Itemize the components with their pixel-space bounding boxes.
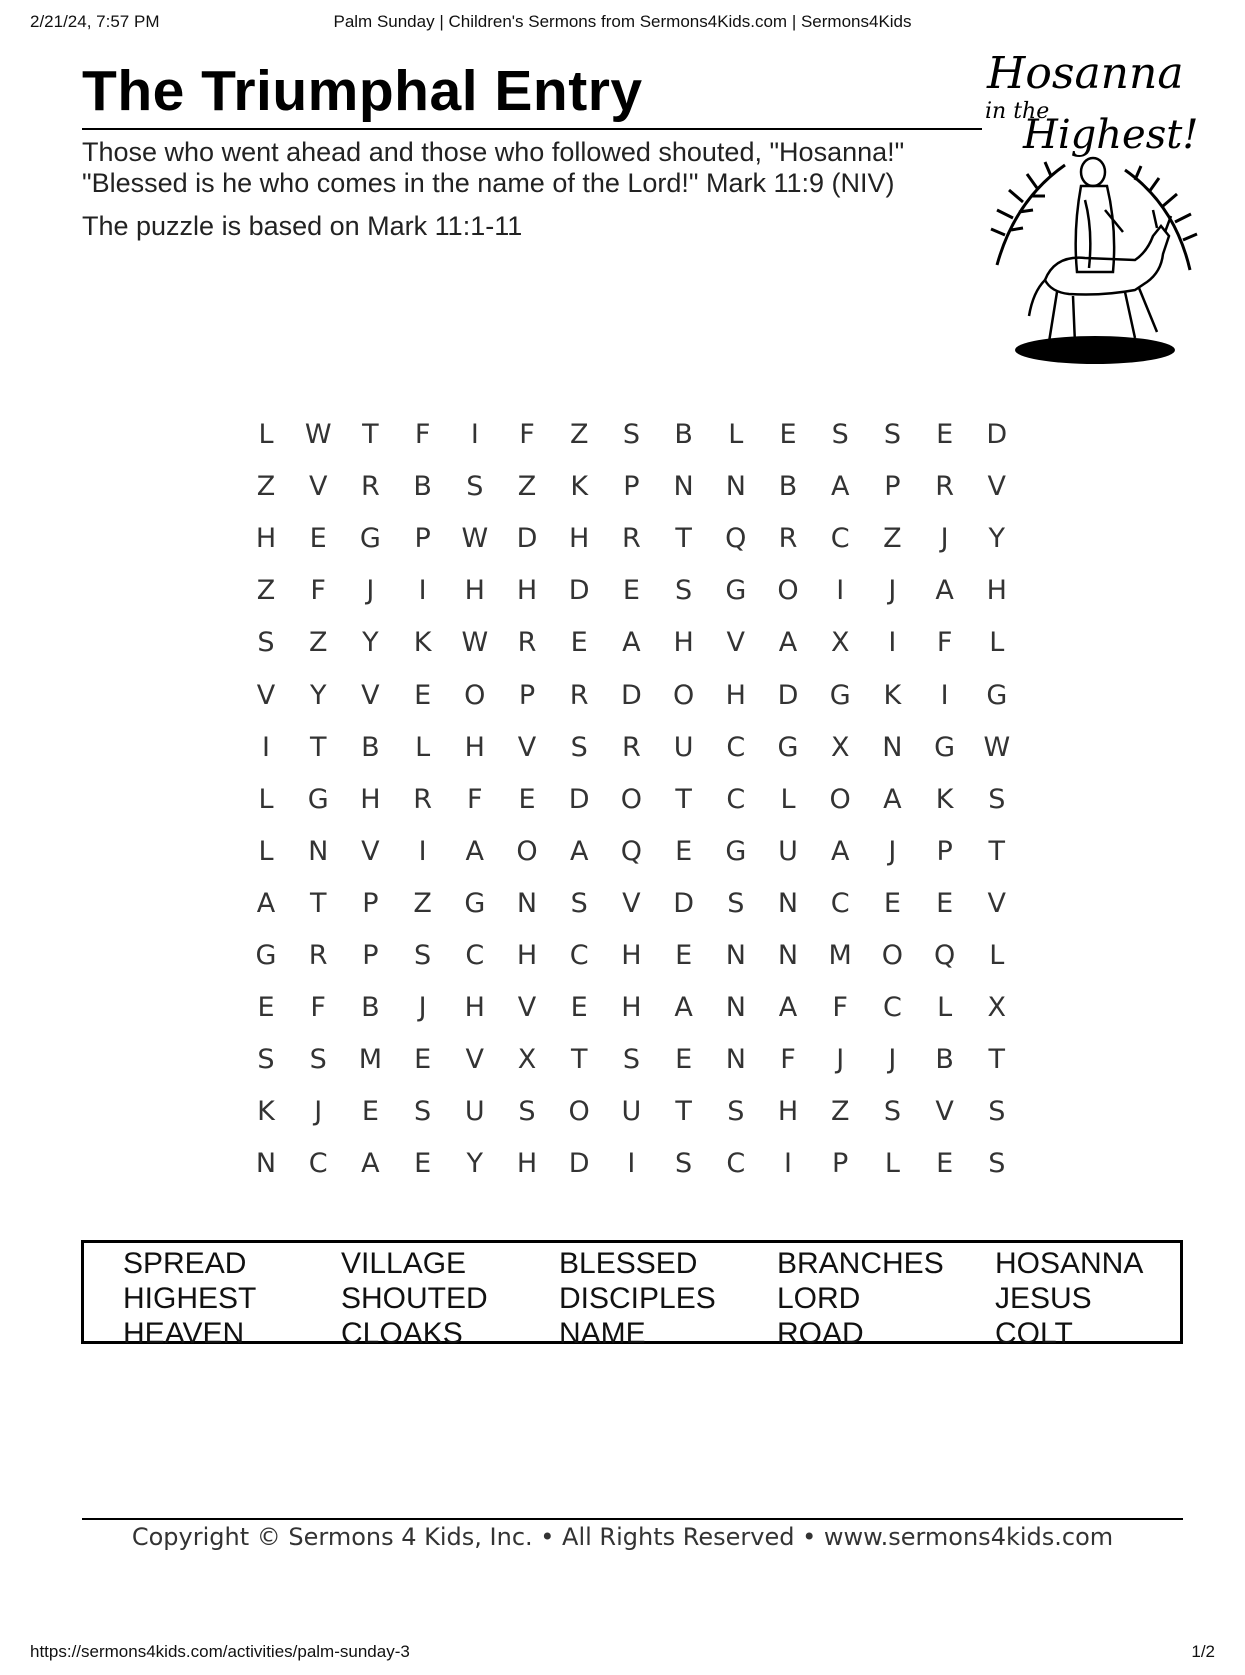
grid-letter: J	[366, 575, 375, 607]
grid-letter: Z	[569, 419, 589, 450]
grid-letter: R	[308, 940, 328, 971]
grid-letter: S	[988, 1148, 1006, 1180]
word-bank-item: JESUS	[995, 1282, 1092, 1315]
grid-letter: G	[464, 887, 486, 919]
grid-letter: S	[675, 1148, 693, 1180]
grid-letter: J	[314, 1096, 323, 1128]
grid-letter: S	[831, 419, 849, 450]
grid-letter: E	[936, 419, 954, 450]
grid-letter: E	[622, 575, 640, 607]
grid-letter: O	[620, 783, 643, 815]
grid-letter: V	[361, 679, 380, 711]
grid-letter: T	[675, 523, 692, 555]
grid-letter: L	[989, 627, 1005, 659]
grid-letter: F	[780, 1044, 796, 1076]
grid-letter: K	[257, 1096, 275, 1128]
grid-letter: P	[623, 471, 640, 503]
grid-letter: R	[413, 783, 432, 815]
grid-letter: G	[986, 679, 1008, 711]
grid-letter: H	[255, 523, 277, 555]
word-bank-item: COLT	[995, 1317, 1073, 1350]
grid-letter: N	[725, 992, 746, 1024]
grid-letter: O	[777, 575, 799, 607]
grid-letter: I	[836, 575, 845, 607]
grid-letter: E	[570, 992, 588, 1024]
word-bank-item: LORD	[777, 1282, 861, 1315]
grid-letter: N	[255, 1148, 277, 1180]
grid-letter: H	[516, 1148, 538, 1180]
grid-letter: A	[883, 783, 902, 815]
svg-text:in the: in the	[985, 99, 1050, 124]
word-bank-item: HEAVEN	[123, 1317, 245, 1350]
grid-letter: E	[361, 1096, 379, 1128]
grid-letter: S	[257, 1044, 275, 1076]
grid-letter: C	[830, 887, 850, 919]
grid-letter: U	[778, 835, 798, 867]
grid-letter: S	[414, 940, 432, 971]
grid-letter: D	[620, 679, 642, 711]
grid-letter: E	[570, 627, 588, 659]
grid-letter: D	[986, 419, 1008, 450]
grid-letter: D	[777, 679, 799, 711]
grid-letter: L	[258, 783, 274, 815]
word-bank-item: DISCIPLES	[559, 1282, 716, 1315]
grid-letter: R	[778, 523, 798, 555]
word-bank-item: NAME	[559, 1317, 646, 1350]
verse-line-1: Those who went ahead and those who followed shouted, "Hosanna!"	[82, 137, 905, 167]
grid-letter: E	[518, 783, 536, 815]
grid-letter: J	[940, 523, 949, 555]
grid-letter: S	[466, 471, 484, 503]
grid-letter: E	[257, 992, 275, 1024]
grid-letter: L	[728, 419, 744, 450]
grid-letter: V	[622, 887, 641, 919]
grid-letter: D	[568, 1148, 590, 1180]
grid-letter: O	[881, 940, 904, 971]
grid-letter: N	[516, 887, 538, 919]
grid-letter: E	[414, 1044, 432, 1076]
word-bank-item: HIGHEST	[123, 1282, 257, 1315]
hosanna-jesus-donkey-illustration	[985, 40, 1205, 380]
grid-letter: C	[465, 940, 485, 971]
grid-letter: N	[308, 835, 329, 867]
grid-letter: B	[361, 992, 380, 1024]
grid-letter: Z	[308, 627, 328, 659]
grid-letter: N	[673, 471, 694, 503]
grid-letter: V	[256, 679, 276, 711]
grid-letter: E	[309, 523, 327, 555]
grid-letter: G	[934, 731, 956, 763]
grid-letter: A	[569, 835, 589, 867]
print-url: https://sermons4kids.com/activities/palm-sunday-3	[30, 1642, 410, 1661]
grid-letter: V	[987, 471, 1007, 503]
grid-letter: A	[830, 835, 850, 867]
svg-text:Highest!: Highest!	[1023, 112, 1199, 158]
word-bank-item: BLESSED	[559, 1247, 698, 1280]
grid-letter: S	[518, 1096, 536, 1128]
grid-letter: D	[568, 783, 590, 815]
grid-letter: A	[778, 627, 798, 659]
grid-letter: G	[725, 575, 747, 607]
grid-letter: K	[935, 783, 954, 815]
grid-letter: L	[415, 731, 431, 763]
grid-letter: F	[414, 419, 431, 450]
grid-letter: H	[725, 679, 746, 711]
grid-letter: I	[418, 575, 427, 607]
grid-letter: H	[464, 731, 485, 763]
grid-letter: H	[516, 940, 538, 971]
grid-letter: S	[622, 419, 640, 450]
grid-letter: U	[464, 1096, 485, 1128]
grid-letter: S	[988, 1096, 1006, 1128]
grid-letter: F	[467, 783, 483, 815]
grid-letter: R	[935, 471, 954, 503]
grid-letter: A	[935, 575, 954, 607]
grid-letter: P	[936, 835, 953, 867]
grid-letter: L	[937, 992, 953, 1024]
grid-letter: K	[413, 627, 432, 659]
grid-letter: G	[725, 835, 747, 867]
grid-letter: P	[518, 679, 536, 711]
grid-letter: H	[464, 992, 485, 1024]
grid-letter: S	[257, 627, 275, 659]
grid-letter: E	[414, 1148, 432, 1180]
word-bank-item: VILLAGE	[341, 1247, 467, 1280]
grid-letter: H	[673, 627, 694, 659]
grid-letter: S	[727, 887, 745, 919]
grid-letter: S	[883, 1096, 901, 1128]
grid-letter: Z	[256, 575, 276, 607]
grid-letter: I	[418, 835, 427, 867]
grid-letter: R	[622, 523, 641, 555]
grid-letter: E	[883, 887, 901, 919]
grid-letter: E	[675, 835, 693, 867]
grid-letter: N	[725, 471, 746, 503]
grid-letter: X	[517, 1044, 537, 1076]
grid-letter: E	[936, 887, 954, 919]
grid-letter: Q	[620, 835, 643, 867]
grid-letter: T	[309, 731, 327, 763]
copyright-divider	[82, 1518, 1183, 1520]
grid-letter: D	[673, 887, 694, 919]
grid-letter: V	[726, 627, 746, 659]
grid-letter: N	[777, 887, 799, 919]
grid-letter: H	[516, 575, 538, 607]
grid-letter: G	[829, 679, 851, 711]
grid-letter: T	[988, 835, 1006, 867]
grid-letter: E	[936, 1148, 954, 1180]
grid-letter: T	[309, 887, 327, 919]
grid-letter: U	[621, 1096, 642, 1128]
grid-letter: L	[258, 835, 274, 867]
grid-letter: V	[308, 471, 328, 503]
grid-letter: S	[570, 731, 588, 763]
grid-letter: S	[414, 1096, 432, 1128]
grid-letter: P	[414, 523, 431, 555]
grid-letter: O	[464, 679, 486, 711]
grid-letter: W	[461, 627, 489, 659]
grid-letter: S	[727, 1096, 745, 1128]
grid-letter: E	[675, 1044, 693, 1076]
grid-letter: X	[830, 627, 850, 659]
grid-letter: R	[361, 471, 380, 503]
grid-letter: C	[882, 992, 902, 1024]
grid-letter: E	[675, 940, 693, 971]
word-bank-item: SPREAD	[123, 1247, 247, 1280]
grid-letter: Z	[517, 471, 537, 503]
grid-letter: Y	[466, 1148, 484, 1180]
grid-letter: B	[674, 419, 693, 450]
grid-letter: G	[777, 731, 799, 763]
grid-letter: M	[828, 940, 852, 971]
grid-letter: G	[359, 523, 381, 555]
grid-letter: I	[470, 419, 479, 450]
grid-letter: I	[262, 731, 270, 763]
grid-letter: O	[516, 835, 538, 867]
word-bank-item: SHOUTED	[341, 1282, 488, 1315]
grid-letter: Z	[413, 887, 432, 919]
grid-letter: W	[304, 419, 332, 450]
verse-line-2: "Blessed is he who comes in the name of the Lord!" Mark 11:9 (NIV)	[82, 168, 895, 198]
grid-letter: R	[569, 679, 589, 711]
grid-letter: B	[935, 1044, 954, 1076]
grid-letter: F	[310, 992, 326, 1024]
grid-letter: Z	[883, 523, 902, 555]
word-bank-item: BRANCHES	[777, 1247, 944, 1280]
grid-letter: T	[675, 1096, 692, 1128]
grid-letter: W	[983, 731, 1011, 763]
grid-letter: S	[988, 783, 1006, 815]
grid-letter: B	[413, 471, 432, 503]
grid-letter: A	[622, 627, 641, 659]
grid-letter: T	[570, 1044, 588, 1076]
grid-letter: E	[779, 419, 797, 450]
grid-letter: R	[622, 731, 641, 763]
grid-letter: H	[464, 575, 485, 607]
grid-letter: H	[621, 992, 642, 1024]
grid-letter: P	[884, 471, 901, 503]
grid-letter: I	[888, 627, 897, 659]
grid-letter: Y	[362, 627, 379, 659]
title-divider	[82, 128, 982, 130]
grid-letter: C	[726, 1148, 746, 1180]
grid-letter: F	[310, 575, 326, 607]
grid-letter: V	[517, 992, 537, 1024]
svg-text:Hosanna: Hosanna	[987, 48, 1184, 99]
grid-letter: Q	[725, 523, 747, 555]
grid-letter: X	[987, 992, 1007, 1024]
grid-letter: C	[308, 1148, 328, 1180]
grid-letter: M	[358, 1044, 383, 1076]
grid-letter: D	[568, 575, 590, 607]
grid-letter: C	[726, 783, 746, 815]
grid-letter: I	[940, 679, 949, 711]
grid-letter: I	[784, 1148, 792, 1180]
grid-letter: S	[622, 1044, 640, 1076]
grid-letter: C	[830, 523, 850, 555]
grid-letter: B	[778, 471, 798, 503]
grid-letter: W	[461, 523, 489, 555]
grid-letter: T	[362, 419, 379, 450]
grid-letter: A	[465, 835, 485, 867]
grid-letter: K	[883, 679, 902, 711]
grid-letter: F	[519, 419, 535, 450]
grid-letter: H	[569, 523, 590, 555]
grid-letter: I	[627, 1148, 636, 1180]
grid-letter: S	[309, 1044, 327, 1076]
grid-letter: B	[361, 731, 380, 763]
grid-letter: N	[725, 940, 746, 971]
worksheet-title: The Triumphal Entry	[82, 59, 643, 123]
copyright-notice: Copyright © Sermons 4 Kids, Inc. • All Rights Reserved • www.sermons4kids.com	[131, 1523, 1114, 1551]
grid-letter: F	[832, 992, 848, 1024]
grid-letter: O	[568, 1096, 590, 1128]
grid-letter: J	[888, 575, 897, 607]
grid-letter: J	[888, 1044, 897, 1076]
grid-letter: H	[777, 1096, 799, 1128]
grid-letter: T	[675, 783, 692, 815]
grid-letter: N	[725, 1044, 746, 1076]
print-date: 2/21/24, 7:57 PM	[30, 12, 160, 31]
grid-letter: F	[936, 627, 953, 659]
grid-letter: J	[888, 835, 897, 867]
grid-letter: L	[989, 940, 1005, 971]
grid-letter: P	[832, 1148, 849, 1180]
grid-letter: Y	[988, 523, 1006, 555]
grid-letter: S	[883, 419, 901, 450]
grid-letter: J	[836, 1044, 845, 1076]
grid-letter: Q	[933, 940, 956, 971]
print-page-title: Palm Sunday | Children's Sermons from Sermons4Kids.com | Sermons4Kids	[333, 12, 912, 31]
grid-letter: P	[362, 940, 379, 971]
grid-letter: S	[570, 887, 588, 919]
grid-letter: A	[674, 992, 693, 1024]
grid-letter: C	[726, 731, 746, 763]
grid-letter: G	[255, 940, 277, 971]
grid-letter: Z	[830, 1096, 850, 1128]
grid-letter: G	[307, 783, 329, 815]
grid-letter: H	[621, 940, 642, 971]
grid-letter: C	[569, 940, 589, 971]
grid-letter: O	[672, 679, 695, 711]
grid-letter: O	[829, 783, 851, 815]
grid-letter: Z	[256, 471, 276, 503]
grid-letter: U	[673, 731, 694, 763]
grid-letter: D	[516, 523, 538, 555]
grid-letter: X	[830, 731, 850, 763]
grid-letter: E	[414, 679, 432, 711]
grid-letter: L	[884, 1148, 900, 1180]
print-page-number: 1/2	[1191, 1642, 1215, 1661]
word-bank	[81, 1240, 1183, 1350]
grid-letter: S	[675, 575, 693, 607]
grid-letter: N	[882, 731, 903, 763]
grid-letter: V	[517, 731, 537, 763]
grid-letter: P	[362, 887, 379, 919]
grid-letter: A	[830, 471, 850, 503]
grid-letter: N	[777, 940, 799, 971]
grid-letter: L	[258, 419, 274, 450]
grid-letter: T	[988, 1044, 1006, 1076]
grid-letter: A	[778, 992, 798, 1024]
word-bank-item: ROAD	[777, 1317, 864, 1350]
grid-letter: V	[987, 887, 1007, 919]
grid-letter: A	[361, 1148, 380, 1180]
grid-letter: V	[935, 1096, 954, 1128]
grid-letter: V	[361, 835, 380, 867]
grid-letter: L	[780, 783, 796, 815]
grid-letter: V	[465, 1044, 485, 1076]
grid-letter: A	[256, 887, 276, 919]
grid-letter: Y	[309, 679, 327, 711]
grid-letter: R	[517, 627, 537, 659]
grid-letter: H	[986, 575, 1007, 607]
grid-letter: H	[360, 783, 381, 815]
word-bank-item: CLOAKS	[341, 1317, 463, 1350]
word-bank-item: HOSANNA	[995, 1247, 1144, 1280]
grid-letter: J	[418, 992, 427, 1024]
puzzle-source-note: The puzzle is based on Mark 11:1-11	[82, 211, 523, 241]
grid-letter: K	[570, 471, 589, 503]
